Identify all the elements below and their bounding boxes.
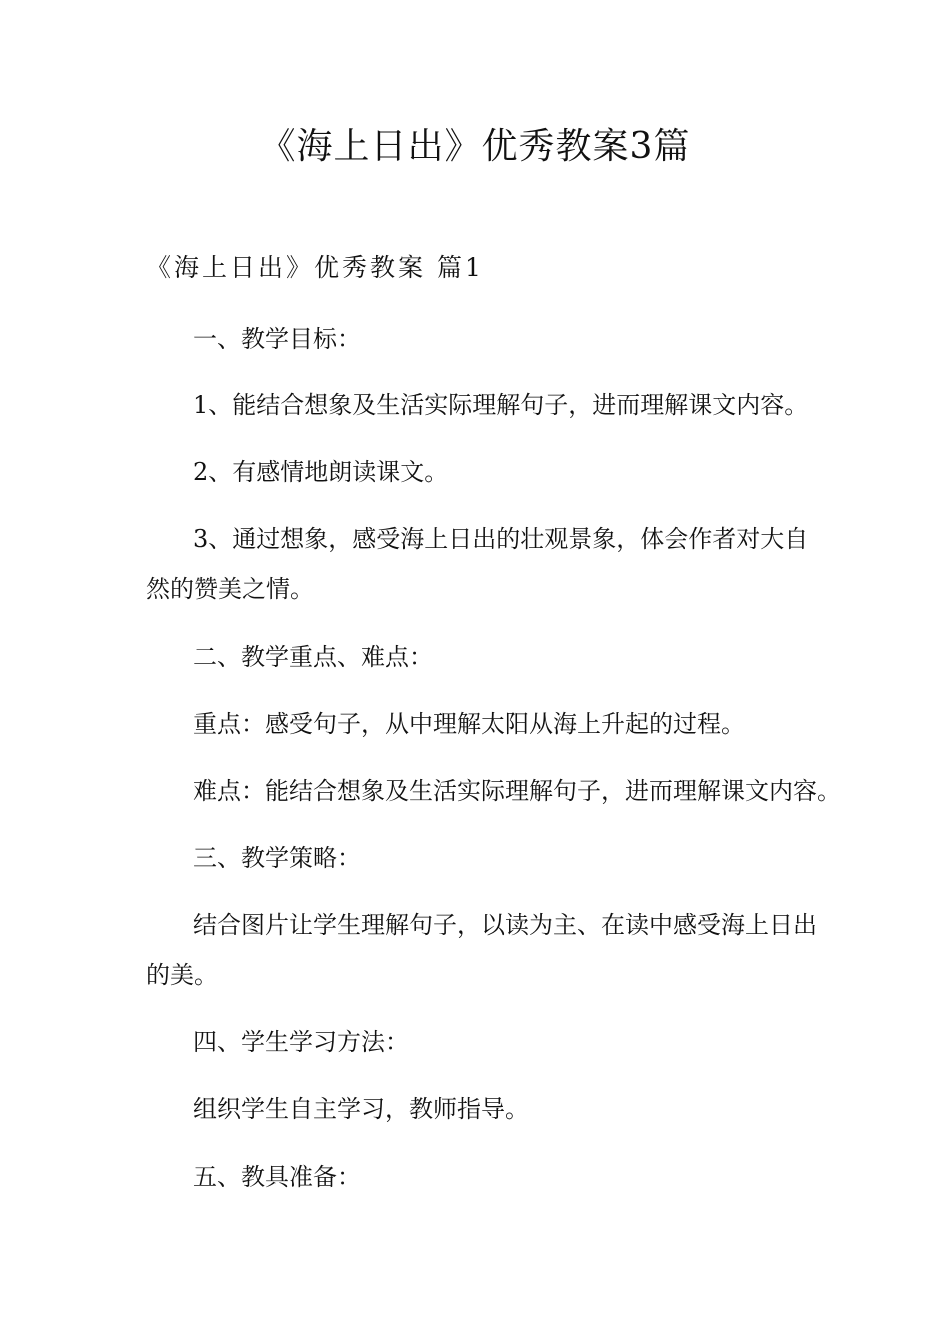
heading-teaching-goals: 一、教学目标：	[193, 325, 361, 353]
key-point-text: 重点：感受句子，从中理解太阳从海上升起的过程。	[193, 710, 745, 738]
learning-methods-text: 组织学生自主学习，教师指导。	[193, 1095, 529, 1123]
heading-key-points: 二、教学重点、难点：	[193, 643, 433, 671]
goal-item-3: 3、通过想象，感受海上日出的壮观景象，体会作者对大自	[193, 525, 809, 553]
goal-item-1: 1、能结合想象及生活实际理解句子，进而理解课文内容。	[193, 391, 809, 419]
strategy-text: 结合图片让学生理解句子，以读为主、在读中感受海上日出	[193, 911, 817, 939]
heading-learning-methods: 四、学生学习方法：	[193, 1028, 409, 1056]
heading-teaching-strategy: 三、教学策略：	[193, 844, 361, 872]
document-title: 《海上日出》优秀教案3篇	[259, 126, 691, 167]
strategy-text-continued: 的美。	[146, 961, 218, 989]
difficult-point-text: 难点：能结合想象及生活实际理解句子，进而理解课文内容。	[193, 777, 841, 805]
heading-teaching-aids: 五、教具准备：	[193, 1163, 361, 1191]
goal-item-2: 2、有感情地朗读课文。	[193, 458, 449, 486]
goal-item-3-continued: 然的赞美之情。	[146, 575, 314, 603]
section-heading: 《海上日出》优秀教案 篇1	[146, 253, 484, 282]
